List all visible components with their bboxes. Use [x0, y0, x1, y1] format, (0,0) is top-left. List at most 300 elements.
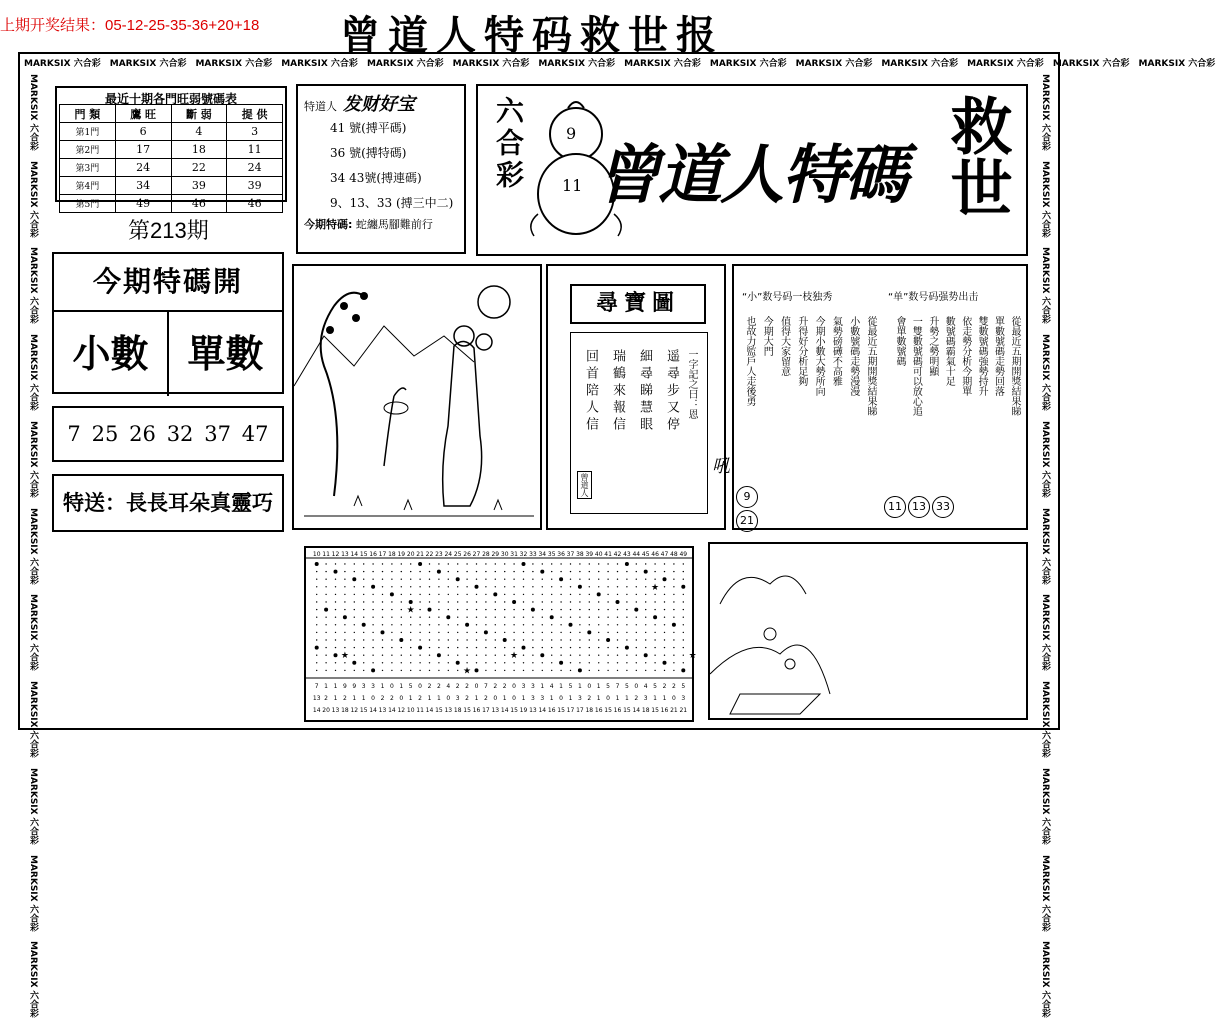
- grid-bottom-number: 1: [427, 695, 432, 702]
- grid-dot: [457, 601, 458, 602]
- grid-dot: [589, 670, 590, 671]
- grid-dot: [344, 647, 345, 648]
- grid-top-number: 20: [406, 551, 415, 558]
- grid-dot: [382, 639, 383, 640]
- grid-dot: [410, 639, 411, 640]
- grid-hit-dot: [437, 570, 441, 574]
- grid-dot: [636, 601, 637, 602]
- grid-dot: [589, 571, 590, 572]
- grid-bottom-number: 0: [606, 695, 611, 702]
- grid-dot: [523, 571, 524, 572]
- grid-dot: [419, 655, 420, 656]
- grid-top-number: 39: [585, 551, 594, 558]
- grid-dot: [382, 624, 383, 625]
- grid-bottom-number: 14: [369, 707, 377, 714]
- grid-dot: [391, 609, 392, 610]
- grid-dot: [344, 639, 345, 640]
- grid-dot: [551, 662, 552, 663]
- tips-lines: [304, 116, 458, 216]
- poem-col: 會單數號碼: [894, 316, 905, 366]
- grid-bottom-number: 2: [427, 683, 432, 690]
- grid-dot: [636, 579, 637, 580]
- grid-dot: [598, 662, 599, 663]
- grid-bottom-number: 18: [641, 707, 650, 714]
- grid-dot: [560, 632, 561, 633]
- stats-cell: 4: [171, 123, 227, 141]
- grid-top-number: 49: [679, 551, 688, 558]
- stats-cell: 3: [227, 123, 283, 141]
- poem-col: 今期大門: [761, 316, 773, 356]
- grid-dot: [523, 617, 524, 618]
- grid-bottom-number: 3: [540, 695, 545, 702]
- logo-title-main: 曾道人特碼: [596, 138, 906, 213]
- grid-dot: [542, 639, 543, 640]
- grid-dot: [523, 609, 524, 610]
- grid-dot: [504, 662, 505, 663]
- brand-mark: MARKSIX 六合彩: [28, 334, 38, 411]
- stats-row: [60, 195, 283, 213]
- grid-dot: [542, 670, 543, 671]
- grid-dot: [532, 563, 533, 564]
- grid-dot: [645, 594, 646, 595]
- grid-bottom-number: 0: [418, 683, 423, 690]
- grid-bottom-number: 18: [453, 707, 462, 714]
- grid-dot: [570, 655, 571, 656]
- grid-dot: [542, 579, 543, 580]
- grid-dot: [344, 632, 345, 633]
- grid-dot: [476, 647, 477, 648]
- grid-dot: [654, 624, 655, 625]
- grid-hit-dot: [681, 668, 685, 672]
- grid-dot: [466, 662, 467, 663]
- grid-bottom-number: 0: [371, 695, 376, 702]
- treasure-poem-col: 細尋睇慧眼: [637, 349, 652, 434]
- grid-dot: [504, 579, 505, 580]
- grid-hit-dot: [569, 623, 573, 627]
- grid-top-number: 22: [425, 551, 434, 558]
- tip-line: 36 號(搏特碼): [330, 146, 407, 160]
- stats-cell: 6: [115, 123, 171, 141]
- grid-bottom-number: 0: [671, 695, 676, 702]
- grid-hit-dot: [644, 570, 648, 574]
- grid-bottom-number: 15: [463, 707, 471, 714]
- grid-dot: [654, 655, 655, 656]
- grid-dot: [645, 647, 646, 648]
- grid-bottom-number: 2: [418, 695, 423, 702]
- grid-bottom-number: 1: [596, 695, 601, 702]
- special-left: 小數: [54, 312, 169, 396]
- stats-table: [59, 104, 283, 213]
- grid-dot: [636, 571, 637, 572]
- grid-dot: [344, 601, 345, 602]
- grid-dot: [325, 662, 326, 663]
- grid-dot: [335, 662, 336, 663]
- grid-dot: [466, 571, 467, 572]
- poem-col: 雙數號碼強勢持升: [976, 316, 988, 396]
- grid-dot: [429, 632, 430, 633]
- grid-dot: [664, 617, 665, 618]
- grid-bottom-number: 1: [540, 683, 545, 690]
- grid-dot: [626, 632, 627, 633]
- number-circle: 11: [884, 496, 906, 518]
- grid-hit-dot: [587, 630, 591, 634]
- grid-dot: [683, 624, 684, 625]
- poem-col: 值得大家留意: [778, 316, 790, 376]
- grid-dot: [457, 655, 458, 656]
- grid-dot: [673, 601, 674, 602]
- poem-col: 依走勢分析今期單: [959, 316, 971, 396]
- grid-dot: [438, 632, 439, 633]
- grid-dot: [617, 571, 618, 572]
- brand-mark: MARKSIX 六合彩: [28, 160, 38, 238]
- poem-right-columns: [892, 316, 1022, 476]
- grid-bottom-number: 1: [596, 683, 601, 690]
- numbers-box: [52, 406, 284, 462]
- grid-dot: [354, 571, 355, 572]
- grid-dot: [401, 586, 402, 587]
- grid-dot: [316, 670, 317, 671]
- grid-bottom-number: 13: [331, 707, 340, 714]
- brand-mark: MARKSIX 六合彩: [1040, 681, 1050, 758]
- grid-dot: [532, 655, 533, 656]
- grid-bottom-number: 3: [455, 695, 460, 702]
- grid-bottom-number: 2: [455, 683, 460, 690]
- grid-bottom-number: 18: [341, 707, 349, 714]
- grid-bottom-number: 4: [643, 683, 648, 690]
- grid-dot: [448, 632, 449, 633]
- grid-bottom-number: 2: [465, 683, 470, 690]
- brand-mark: MARKSIX 六合彩: [709, 59, 787, 69]
- brand-mark: MARKSIX 六合彩: [28, 247, 38, 325]
- grid-hit-dot: [456, 577, 460, 581]
- today-label: 今期特碼:: [304, 218, 353, 231]
- grid-dot: [372, 632, 373, 633]
- grid-dot: [391, 586, 392, 587]
- grid-bottom-number: 13: [312, 695, 321, 702]
- grid-dot: [363, 594, 364, 595]
- stats-cell: 46: [171, 195, 227, 213]
- grid-dot: [495, 655, 496, 656]
- brand-mark: MARKSIX 六合彩: [28, 941, 38, 1019]
- last-result: 上期开奖结果：05-12-25-35-36+20+18: [0, 17, 260, 34]
- grid-dot: [607, 586, 608, 587]
- grid-bottom-number: 1: [361, 695, 366, 702]
- grid-dot: [495, 579, 496, 580]
- grid-dot: [617, 655, 618, 656]
- grid-dot: [354, 594, 355, 595]
- stats-cell: 22: [171, 159, 227, 177]
- grid-dot: [683, 639, 684, 640]
- brand-mark: MARKSIX 六合彩: [28, 681, 38, 758]
- brand-mark: MARKSIX 六合彩: [624, 59, 701, 69]
- grid-dot: [598, 609, 599, 610]
- grid-dot: [410, 632, 411, 633]
- grid-hit-dot: [456, 661, 460, 665]
- grid-dot: [513, 579, 514, 580]
- grid-hit-dot: [531, 608, 535, 612]
- grid-dot: [410, 571, 411, 572]
- stats-row-label: 第4門: [60, 177, 116, 195]
- grid-dot: [325, 601, 326, 602]
- tip-line: 41 號(搏平碼): [330, 121, 407, 135]
- grid-dot: [636, 624, 637, 625]
- grid-dot: [429, 601, 430, 602]
- grid-dot: [683, 563, 684, 564]
- stats-col-header: 鷹 旺: [115, 105, 171, 123]
- grid-dot: [560, 571, 561, 572]
- grid-dot: [532, 601, 533, 602]
- grid-bottom-number: 0: [634, 683, 639, 690]
- special-title: 今期特碼開: [54, 254, 282, 312]
- stats-row: [60, 141, 283, 159]
- grid-dot: [429, 594, 430, 595]
- grid-bottom-number: 11: [416, 707, 424, 714]
- grid-dot: [579, 632, 580, 633]
- grid-dot: [598, 579, 599, 580]
- stats-row-label: 第5門: [60, 195, 116, 213]
- number-circle: 13: [908, 496, 930, 518]
- grid-dot: [598, 647, 599, 648]
- grid-dot: [429, 670, 430, 671]
- grid-bottom-number: 16: [594, 707, 603, 714]
- grid-dot: [316, 601, 317, 602]
- grid-dot: [683, 662, 684, 663]
- right-brand-band: [1038, 74, 1052, 1019]
- grid-dot: [448, 571, 449, 572]
- grid-dot: [363, 639, 364, 640]
- grid-dot: [335, 639, 336, 640]
- grid-dot: [410, 647, 411, 648]
- grid-bottom-number: 2: [436, 683, 441, 690]
- grid-dot: [654, 579, 655, 580]
- grid-top-number: 19: [397, 551, 406, 558]
- grid-dot: [382, 655, 383, 656]
- grid-bottom-number: 1: [653, 695, 658, 702]
- grid-dot: [542, 586, 543, 587]
- grid-dot: [570, 609, 571, 610]
- grid-hit-dot: [644, 653, 648, 657]
- grid-dot: [683, 571, 684, 572]
- grid-top-number: 41: [604, 551, 612, 558]
- grid-dot: [382, 609, 383, 610]
- grid-dot: [419, 594, 420, 595]
- grid-dot: [523, 632, 524, 633]
- grid-dot: [372, 662, 373, 663]
- grid-dot: [438, 670, 439, 671]
- grid-dot: [607, 662, 608, 663]
- grid-hit-dot: [559, 577, 563, 581]
- grid-dot: [607, 563, 608, 564]
- grid-dot: [438, 624, 439, 625]
- grid-dot: [654, 662, 655, 663]
- special-number: 37: [204, 422, 231, 446]
- sage-illustration: [294, 266, 540, 528]
- grid-dot: [645, 609, 646, 610]
- grid-dot: [570, 662, 571, 663]
- grid-dot: [316, 624, 317, 625]
- grid-hit-dot: [663, 661, 667, 665]
- grid-dot: [504, 601, 505, 602]
- grid-dot: [607, 571, 608, 572]
- grid-dot: [363, 586, 364, 587]
- brand-mark: MARKSIX 六合彩: [109, 59, 187, 69]
- brand-mark: MARKSIX 六合彩: [452, 59, 530, 69]
- grid-dot: [495, 624, 496, 625]
- grid-dot: [316, 662, 317, 663]
- grid-dot: [542, 609, 543, 610]
- grid-dot: [607, 624, 608, 625]
- grid-dot: [466, 632, 467, 633]
- brand-mark: MARKSIX 六合彩: [1040, 854, 1050, 932]
- grid-dot: [664, 594, 665, 595]
- grid-dot: [673, 586, 674, 587]
- grid-top-number: 17: [378, 551, 387, 558]
- grid-dot: [438, 586, 439, 587]
- grid-dot: [410, 586, 411, 587]
- grid-dot: [344, 670, 345, 671]
- grid-dot: [589, 609, 590, 610]
- grid-dot: [570, 586, 571, 587]
- grid-dot: [401, 647, 402, 648]
- grid-dot: [325, 563, 326, 564]
- grid-top-number: 35: [547, 551, 556, 558]
- grid-dot: [579, 662, 580, 663]
- brand-mark: MARKSIX 六合彩: [28, 854, 38, 932]
- grid-bottom-number: 7: [314, 683, 319, 690]
- grid-dot: [325, 632, 326, 633]
- grid-dot: [429, 617, 430, 618]
- grid-dot: [363, 579, 364, 580]
- logo-number-1: 9: [566, 124, 577, 143]
- grid-dot: [363, 647, 364, 648]
- grid-dot: [401, 563, 402, 564]
- grid-dot: [495, 609, 496, 610]
- grid-dot: [391, 655, 392, 656]
- grid-dot: [617, 662, 618, 663]
- grid-bottom-number: 0: [399, 695, 404, 702]
- grid-dot: [607, 579, 608, 580]
- grid-bottom-number: 21: [679, 707, 688, 714]
- grid-dot: [429, 579, 430, 580]
- grid-dot: [607, 601, 608, 602]
- grid-dot: [551, 647, 552, 648]
- stats-header-row: [60, 105, 283, 123]
- grid-dot: [523, 670, 524, 671]
- grid-hit-dot: [616, 600, 620, 604]
- stats-cell: 17: [115, 141, 171, 159]
- grid-dot: [654, 563, 655, 564]
- grid-dot: [542, 594, 543, 595]
- grid-dot: [645, 632, 646, 633]
- grid-dot: [316, 571, 317, 572]
- grid-dot: [636, 617, 637, 618]
- grid-bottom-number: 16: [613, 707, 622, 714]
- grid-dot: [673, 579, 674, 580]
- grid-dot: [617, 586, 618, 587]
- grid-dot: [673, 662, 674, 663]
- grid-dot: [476, 617, 477, 618]
- grid-dot: [448, 624, 449, 625]
- grid-dot: [325, 639, 326, 640]
- grid-bottom-number: 15: [651, 707, 659, 714]
- grid-bottom-number: 2: [587, 695, 592, 702]
- grid-dot: [579, 639, 580, 640]
- grid-dot: [683, 647, 684, 648]
- grid-dot: [438, 594, 439, 595]
- grid-dot: [542, 647, 543, 648]
- grid-top-number: 31: [510, 551, 518, 558]
- grid-bottom-number: 1: [502, 695, 507, 702]
- grid-dot: [316, 586, 317, 587]
- grid-dot: [542, 563, 543, 564]
- grid-dot: [476, 662, 477, 663]
- stats-cell: 39: [227, 177, 283, 195]
- grid-dot: [513, 624, 514, 625]
- today-text: 蛇纏馬腳難前行: [355, 218, 433, 231]
- grid-dot: [645, 601, 646, 602]
- grid-dot: [589, 639, 590, 640]
- brand-mark: MARKSIX 六合彩: [1040, 507, 1050, 585]
- grid-bottom-number: 0: [474, 683, 479, 690]
- grid-bottom-number: 17: [566, 707, 575, 714]
- grid-dot: [598, 655, 599, 656]
- grid-dot: [504, 670, 505, 671]
- poem-col: 氣勢磅礡不高雅: [830, 316, 842, 386]
- grid-dot: [316, 617, 317, 618]
- grid-bottom-number: 16: [660, 707, 669, 714]
- grid-dot: [466, 594, 467, 595]
- grid-top-number: 16: [369, 551, 377, 558]
- grid-hit-dot: [390, 592, 394, 596]
- grid-dot: [579, 647, 580, 648]
- grid-dot: [513, 670, 514, 671]
- number-circle: 9: [736, 486, 758, 508]
- grid-dot: [607, 655, 608, 656]
- grid-dot: [466, 647, 467, 648]
- grid-hit-dot: [418, 646, 422, 650]
- grid-top-number: 27: [472, 551, 481, 558]
- grid-dot: [607, 617, 608, 618]
- grid-hit-dot: [381, 630, 385, 634]
- grid-hit-dot: [503, 638, 507, 642]
- brand-mark: MARKSIX 六合彩: [366, 59, 444, 69]
- grid-dot: [485, 594, 486, 595]
- grid-dot: [476, 601, 477, 602]
- grid-dot: [598, 586, 599, 587]
- grid-dot: [410, 579, 411, 580]
- grid-dot: [645, 639, 646, 640]
- treasure-poem-col: 回首陪人信: [583, 349, 598, 434]
- grid-dot: [617, 579, 618, 580]
- grid-bottom-number: 16: [472, 707, 481, 714]
- grid-top-number: 46: [651, 551, 659, 558]
- grid-dot: [673, 563, 674, 564]
- grid-dot: [476, 571, 477, 572]
- grid-dot: [410, 670, 411, 671]
- stats-cell: 24: [115, 159, 171, 177]
- grid-bottom-number: 9: [352, 683, 357, 690]
- grid-hit-dot: [681, 585, 685, 589]
- grid-bottom-number: 14: [632, 707, 641, 714]
- grid-dot: [382, 571, 383, 572]
- grid-dot: [495, 571, 496, 572]
- grid-dot: [551, 639, 552, 640]
- grid-dot: [372, 601, 373, 602]
- grid-dot: [683, 609, 684, 610]
- grid-dot: [532, 571, 533, 572]
- grid-dot: [645, 563, 646, 564]
- grid-dot: [325, 624, 326, 625]
